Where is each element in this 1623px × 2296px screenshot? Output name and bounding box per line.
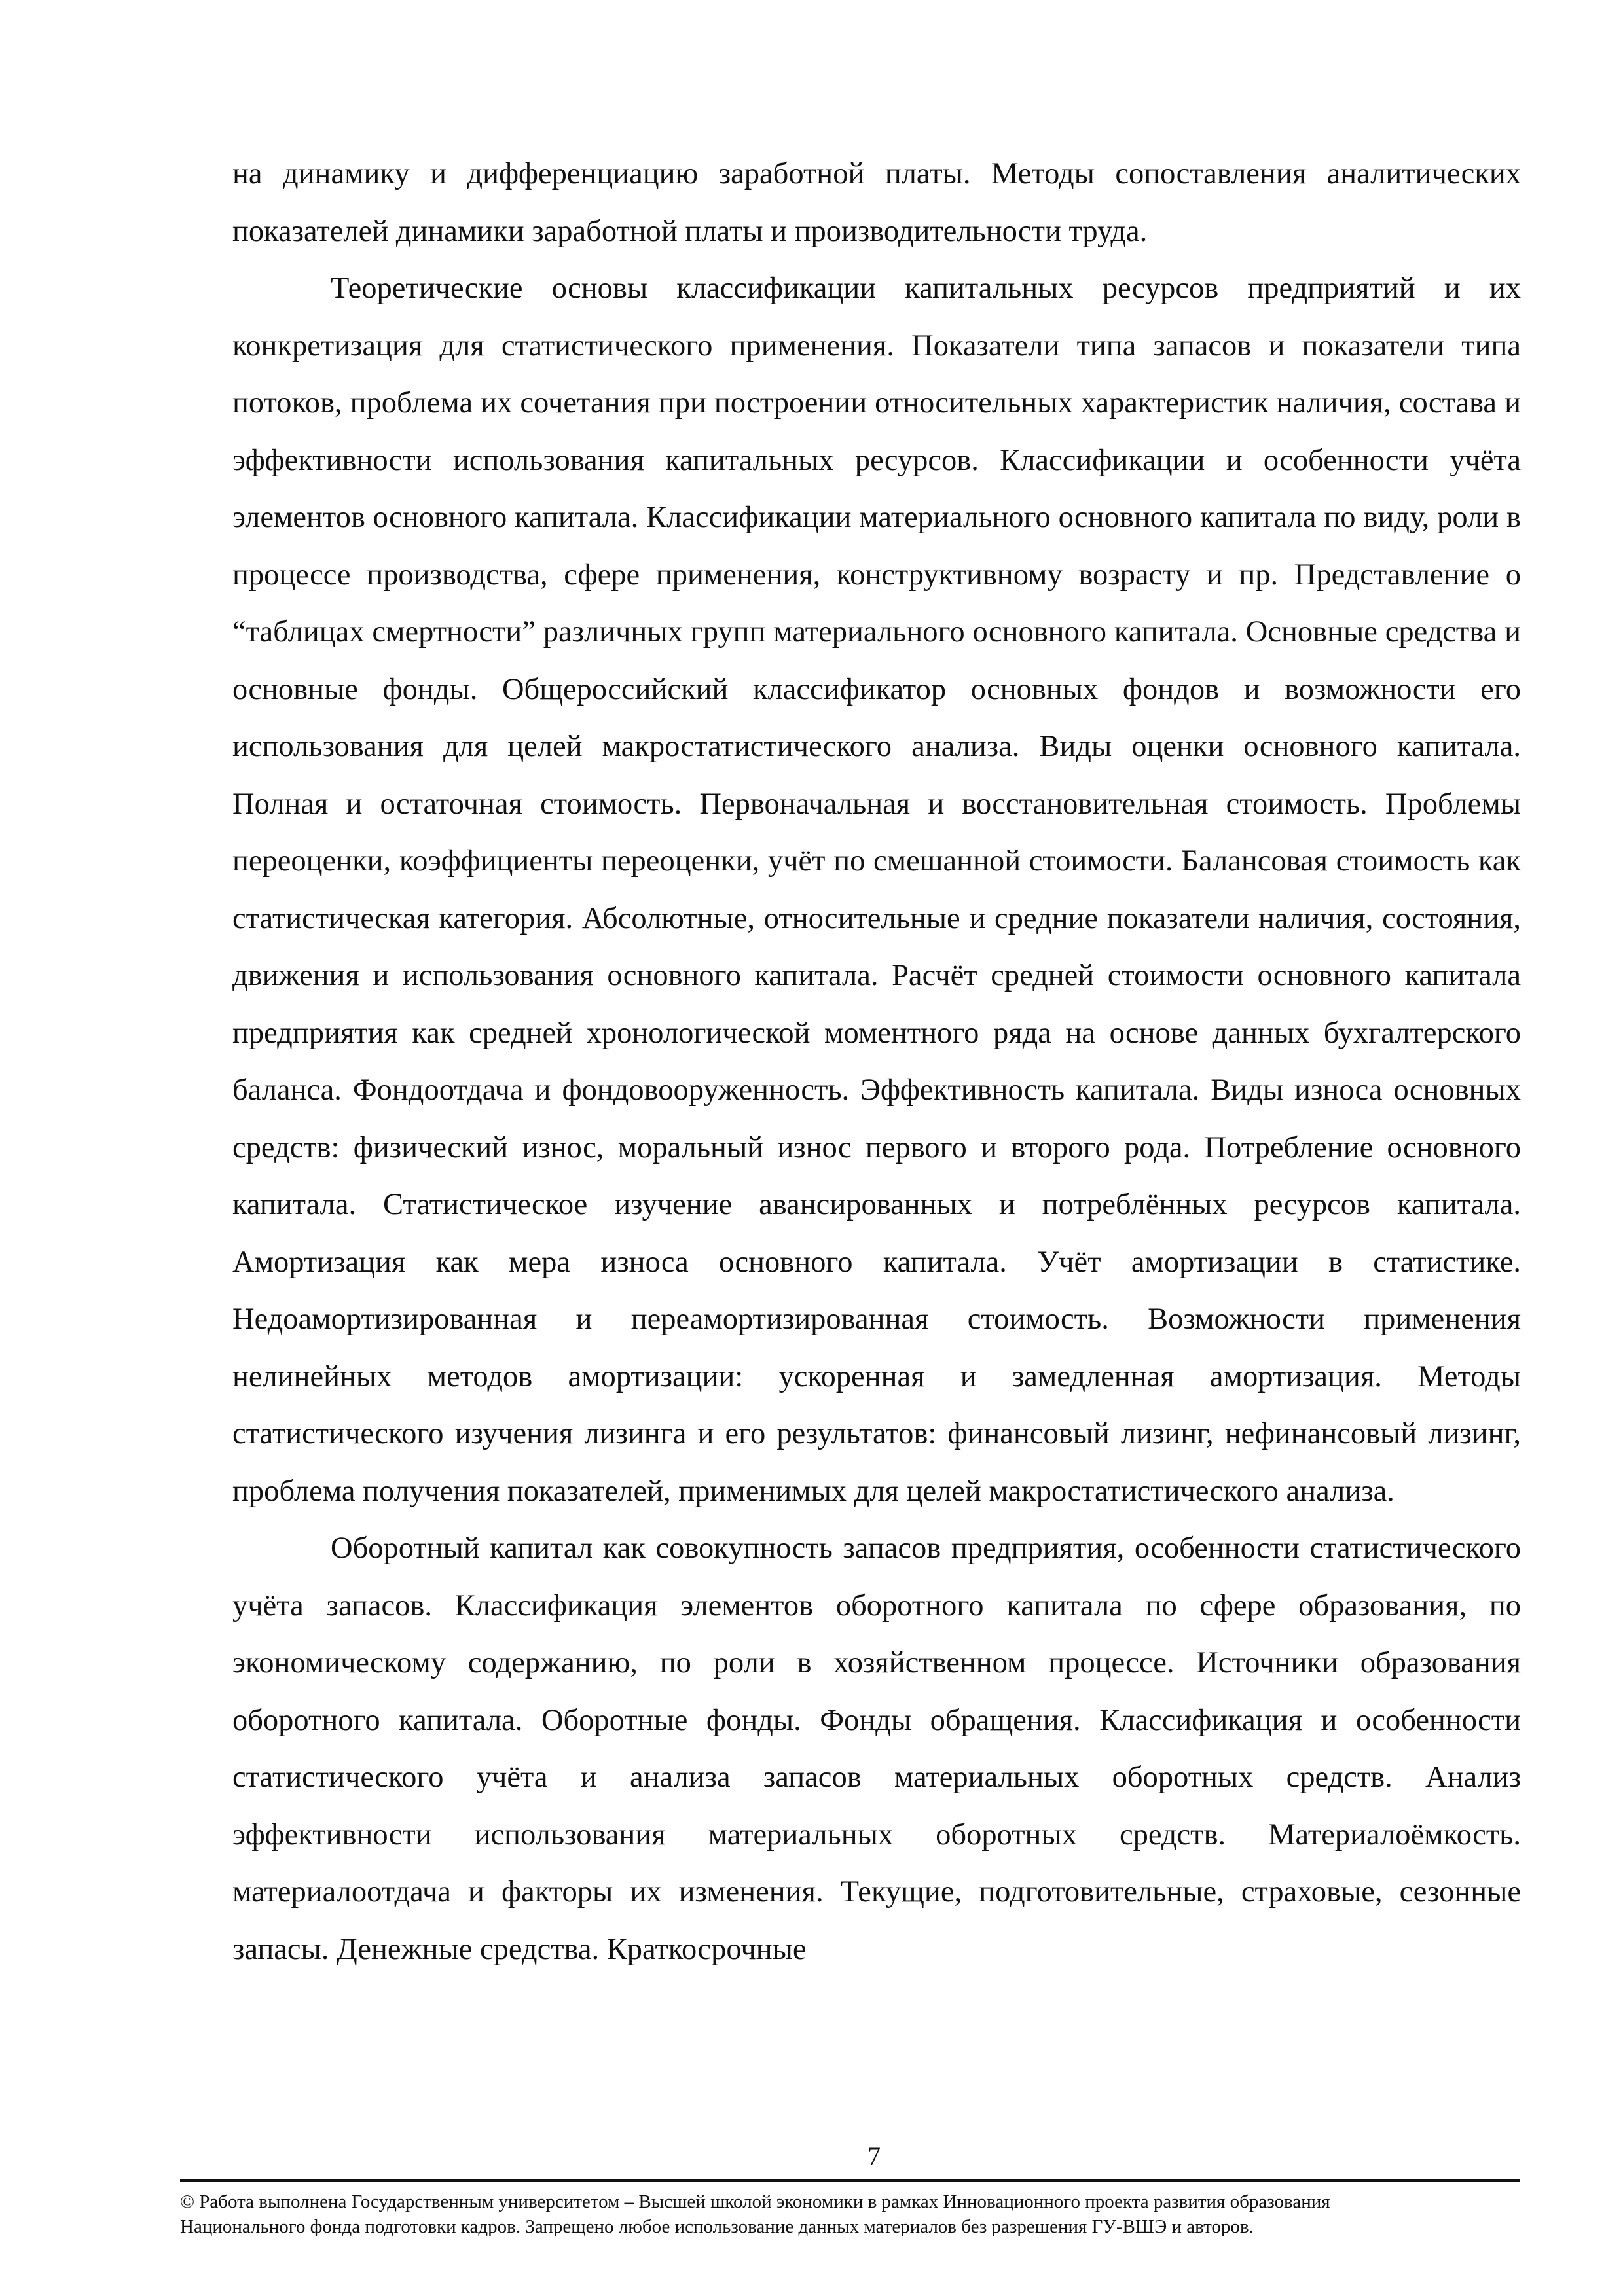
body-text (232, 145, 1521, 1978)
page-number: 7 (867, 2142, 881, 2171)
footer-line-2: Национального фонда подготовки кадров. Запрещено любое использование данных материалов без разрешения ГУ-ВШЭ и авторов. (180, 2216, 1254, 2237)
copyright-footer (180, 2189, 1520, 2239)
paragraph-working-capital: Оборотный капитал как совокупность запасов предприятия, особенности статистического учёта запасов. Классификация элементов оборотного капитала по сфере образования, по экономическому содержанию, по роли в хозяйственном процессе. Источники образования оборотного капитала. Оборотные фонды. Фонды обращения. Классификация и особенности статистического учёта и анализа запасов материальных оборотных средств. Анализ эффективности использования материальных оборотных средств. Материалоёмкость. материалоотдача и факторы их изменения. Текущие, подготовительные, страховые, сезонные запасы. Денежные средства. Краткосрочные (232, 1532, 1521, 1966)
footer-line-1: © Работа выполнена Государственным университетом – Высшей школой экономики в рамках Инновационного проекта развития образования (180, 2191, 1330, 2212)
footer-divider (180, 2179, 1520, 2182)
paragraph-continuation: на динамику и дифференциацию заработной платы. Методы сопоставления аналитических показателей динамики заработной платы и производительности труда. (232, 157, 1521, 248)
paragraph-capital-resources: Теоретические основы классификации капитальных ресурсов предприятий и их конкретизация для статистического применения. Показатели типа запасов и показатели типа потоков, проблема их сочетания при построении относительных характеристик наличия, состава и эффективности использования капитальных ресурсов. Классификации и особенности учёта элементов основного капитала. Классификации материального основного капитала по виду, роли в процессе производства, сфере применения, конструктивному возрасту и пр. Представление о “таблицах смертности” различных групп материального основного капитала. Основные средства и основные фонды. Общероссийский классификатор основных фондов и возможности его использования для целей макростатистического анализа. Виды оценки основного капитала. Полная и остаточная стоимость. Первоначальная и восстановительная стоимость. Проблемы переоценки, коэффициенты переоценки, учёт по смешанной стоимости. Балансовая стоимость как статистическая категория. Абсолютные, относительные и средние показатели наличия, состояния, движения и использования основного капитала. Расчёт средней стоимости основного капитала предприятия как средней хронологической моментного ряда на основе данных бухгалтерского баланса. Фондоотдача и фондовооруженность. Эффективность капитала. Виды износа основных средств: физический износ, моральный износ первого и второго рода. Потребление основного капитала. Статистическое изучение авансированных и потреблённых ресурсов капитала. Амортизация как мера износа основного капитала. Учёт амортизации в статистике. Недоамортизированная и переамортизированная стоимость. Возможности применения нелинейных методов амортизации: ускоренная и замедленная амортизация. Методы статистического изучения лизинга и его результатов: финансовый лизинг, нефинансовый лизинг, проблема получения показателей, применимых для целей макростатистического анализа. (232, 272, 1521, 1508)
